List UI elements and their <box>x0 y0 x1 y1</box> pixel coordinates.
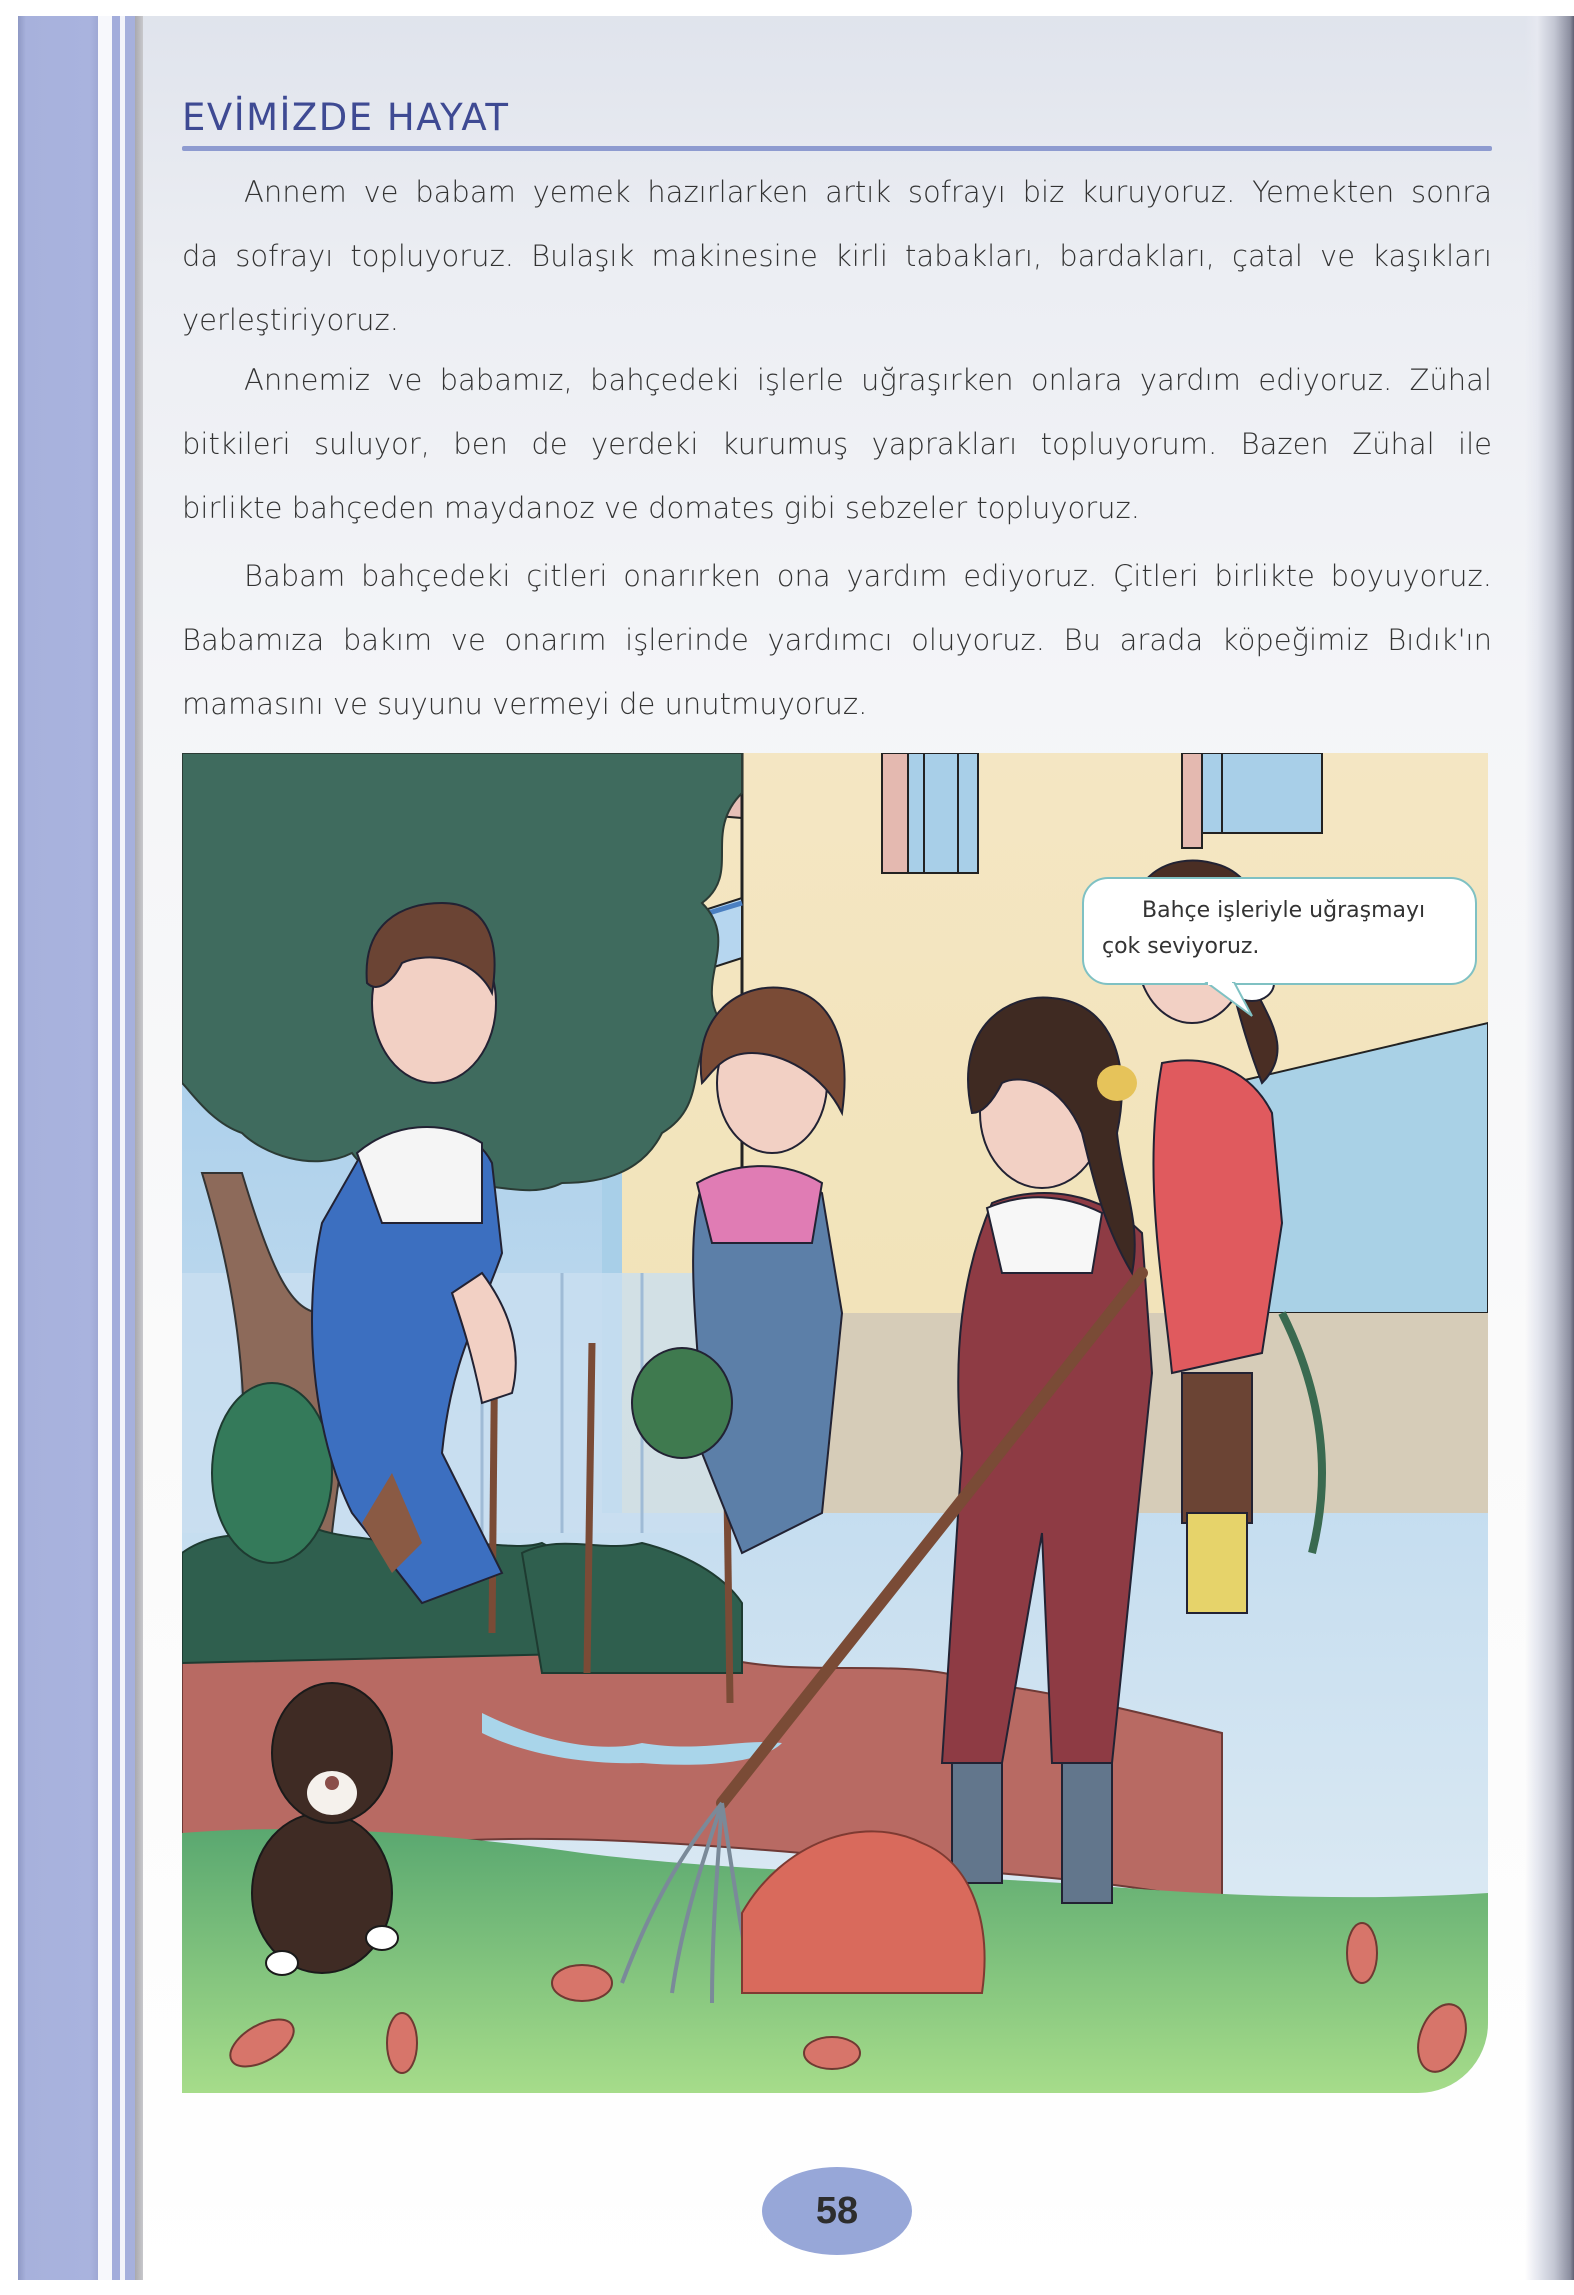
paragraph-2 <box>182 348 1492 540</box>
speech-bubble <box>1082 877 1477 985</box>
binding-margin <box>0 0 18 2295</box>
paragraph-line: Babam bahçedeki çitleri onarırken ona yardım ediyoruz. Çitleri birlikte boyuyoruz. <box>244 559 1492 593</box>
paragraph-line: Annem ve babam yemek hazırlarken artık sofrayı biz kuruyoruz. Yemekten sonra <box>244 175 1492 209</box>
speech-bubble-tail <box>1200 982 1260 1018</box>
page-edge-shadow <box>1525 16 1574 2280</box>
binding-gutter-shadow <box>135 16 143 2280</box>
speech-bubble-line-2: çok seviyoruz. <box>1102 934 1260 959</box>
paragraph-line: bitkileri suluyor, ben de yerdeki kurumuş yaprakları topluyorum. Bazen Zühal ile <box>182 427 1492 461</box>
paragraph-line: Annemiz ve babamız, bahçedeki işlerle uğraşırken onlara yardım ediyoruz. Zühal <box>244 363 1492 397</box>
paragraph-1 <box>182 160 1492 352</box>
binding-stripe-narrow <box>125 16 135 2280</box>
page-title: EVİMİZDE HAYAT <box>182 96 510 139</box>
title-underline <box>182 146 1492 151</box>
scan-margin-top <box>0 0 1574 16</box>
paragraph-line: Babamıza bakım ve onarım işlerinde yardımcı oluyoruz. Bu arada köpeğimiz Bıdık'ın <box>182 623 1492 657</box>
speech-bubble-line-1: Bahçe işleriyle uğraşmayı <box>1142 898 1426 923</box>
binding-stripe-wide <box>18 16 98 2280</box>
paragraph-line: da sofrayı topluyoruz. Bulaşık makinesine kirli tabakları, bardakları, çatal ve kaşıkları <box>182 239 1492 273</box>
scan-margin-bottom <box>0 2280 1574 2295</box>
page-number-badge: 58 <box>762 2167 912 2255</box>
binding-gap <box>98 16 112 2280</box>
paragraph-3 <box>182 544 1492 736</box>
paragraph-line: birlikte bahçeden maydanoz ve domates gibi sebzeler topluyoruz. <box>182 491 1140 525</box>
binding-stripe-thin <box>112 16 120 2280</box>
paragraph-line: yerleştiriyoruz. <box>182 303 399 337</box>
paragraph-line: mamasını ve suyunu vermeyi de unutmuyoruz. <box>182 687 868 721</box>
